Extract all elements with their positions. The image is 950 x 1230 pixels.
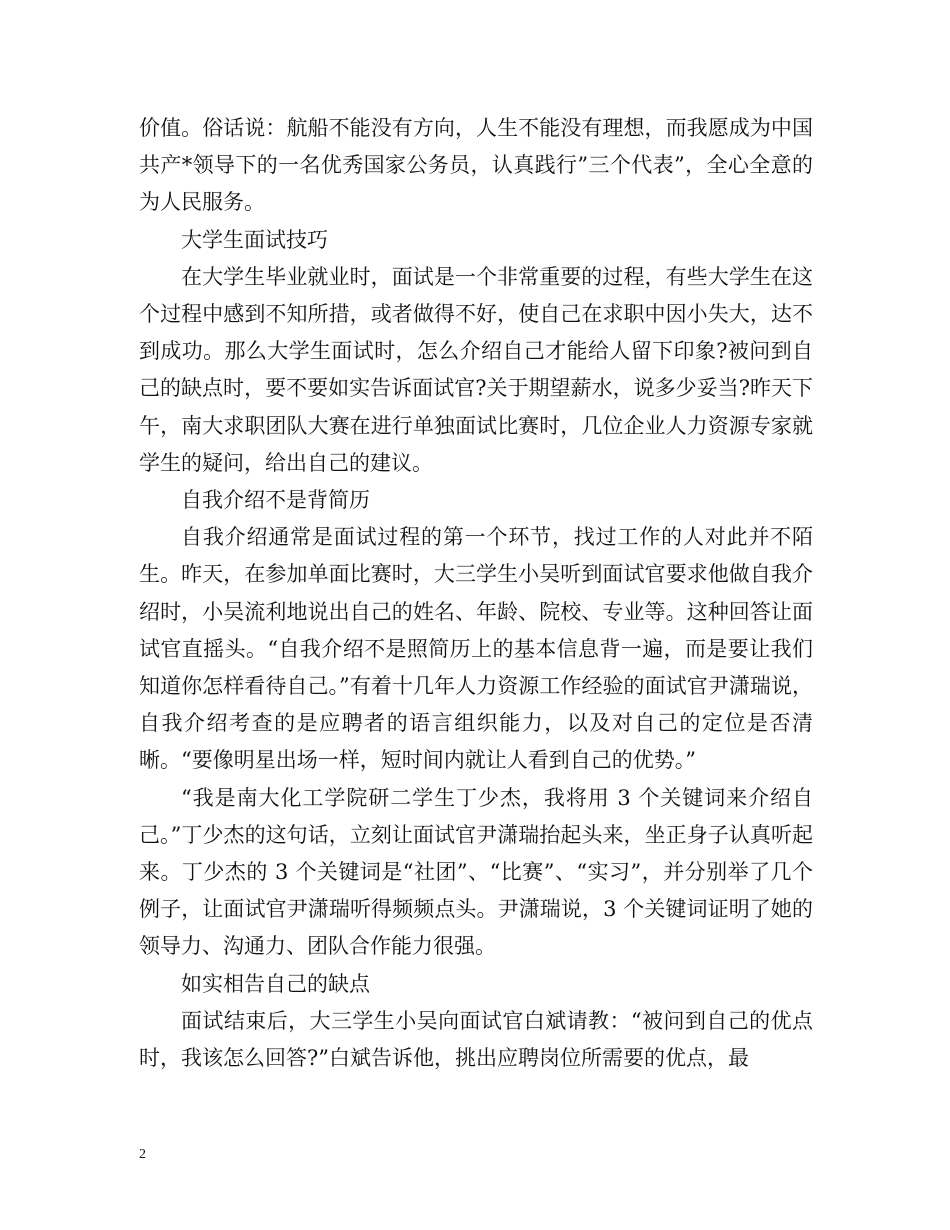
page-number: 2: [139, 1147, 146, 1162]
section-heading-interview-tips: 大学生面试技巧: [181, 227, 328, 252]
paragraph-self-introduction: 自我介绍通常是面试过程的第一个环节，找过工作的人对此并不陌生。昨天，在参加单面比赛时，大三学生小吴听到面试官要求他做自我介绍时，小吴流利地说出自己的姓名、年龄、院校、专业等。这种回答让面试官直摇头。“自我介绍不是照简历上的基本信息背一遍，而是要让我们知道你怎样看待自己。”有着十几年人力资源工作经验的面试官尹潇瑞说，自我介绍考查的是应聘者的语言组织能力，以及对自己的定位是否清晰。“要像明星出场一样，短时间内就让人看到自己的优势。”: [139, 525, 813, 773]
section-heading-weaknesses: 如实相告自己的缺点: [181, 971, 370, 996]
section-heading-self-introduction: 自我介绍不是背简历: [181, 488, 370, 513]
paragraph-continuation: 价值。俗话说：航船不能没有方向，人生不能没有理想，而我愿成为中国共产*领导下的一名优秀国家公务员，认真践行”三个代表”，全心全意的为人民服务。: [139, 116, 813, 215]
paragraph-weaknesses: 面试结束后，大三学生小吴向面试官白斌请教：“被问到自己的优点时，我该怎么回答?”白斌告诉他，挑出应聘岗位所需要的优点，最: [139, 1008, 813, 1071]
paragraph-keywords-example: “我是南大化工学院研二学生丁少杰，我将用 3 个关键词来介绍自己。”丁少杰的这句话，立刻让面试官尹潇瑞抬起头来，坐正身子认真听起来。丁少杰的 3 个关键词是“社团”、“比赛”、“实习”，并分别举了几个例子，让面试官尹潇瑞听得频频点头。尹潇瑞说，3 个关键词证明了她的领导力、沟通力、团队合作能力很强。: [139, 785, 813, 959]
document-page: [139, 110, 813, 1077]
paragraph-intro: 在大学生毕业就业时，面试是一个非常重要的过程，有些大学生在这个过程中感到不知所措，或者做得不好，使自己在求职中因小失大，达不到成功。那么大学生面试时，怎么介绍自己才能给人留下印象?被问到自己的缺点时，要不要如实告诉面试官?关于期望薪水，说多少妥当?昨天下午，南大求职团队大赛在进行单独面试比赛时，几位企业人力资源专家就学生的疑问，给出自己的建议。: [139, 264, 813, 475]
